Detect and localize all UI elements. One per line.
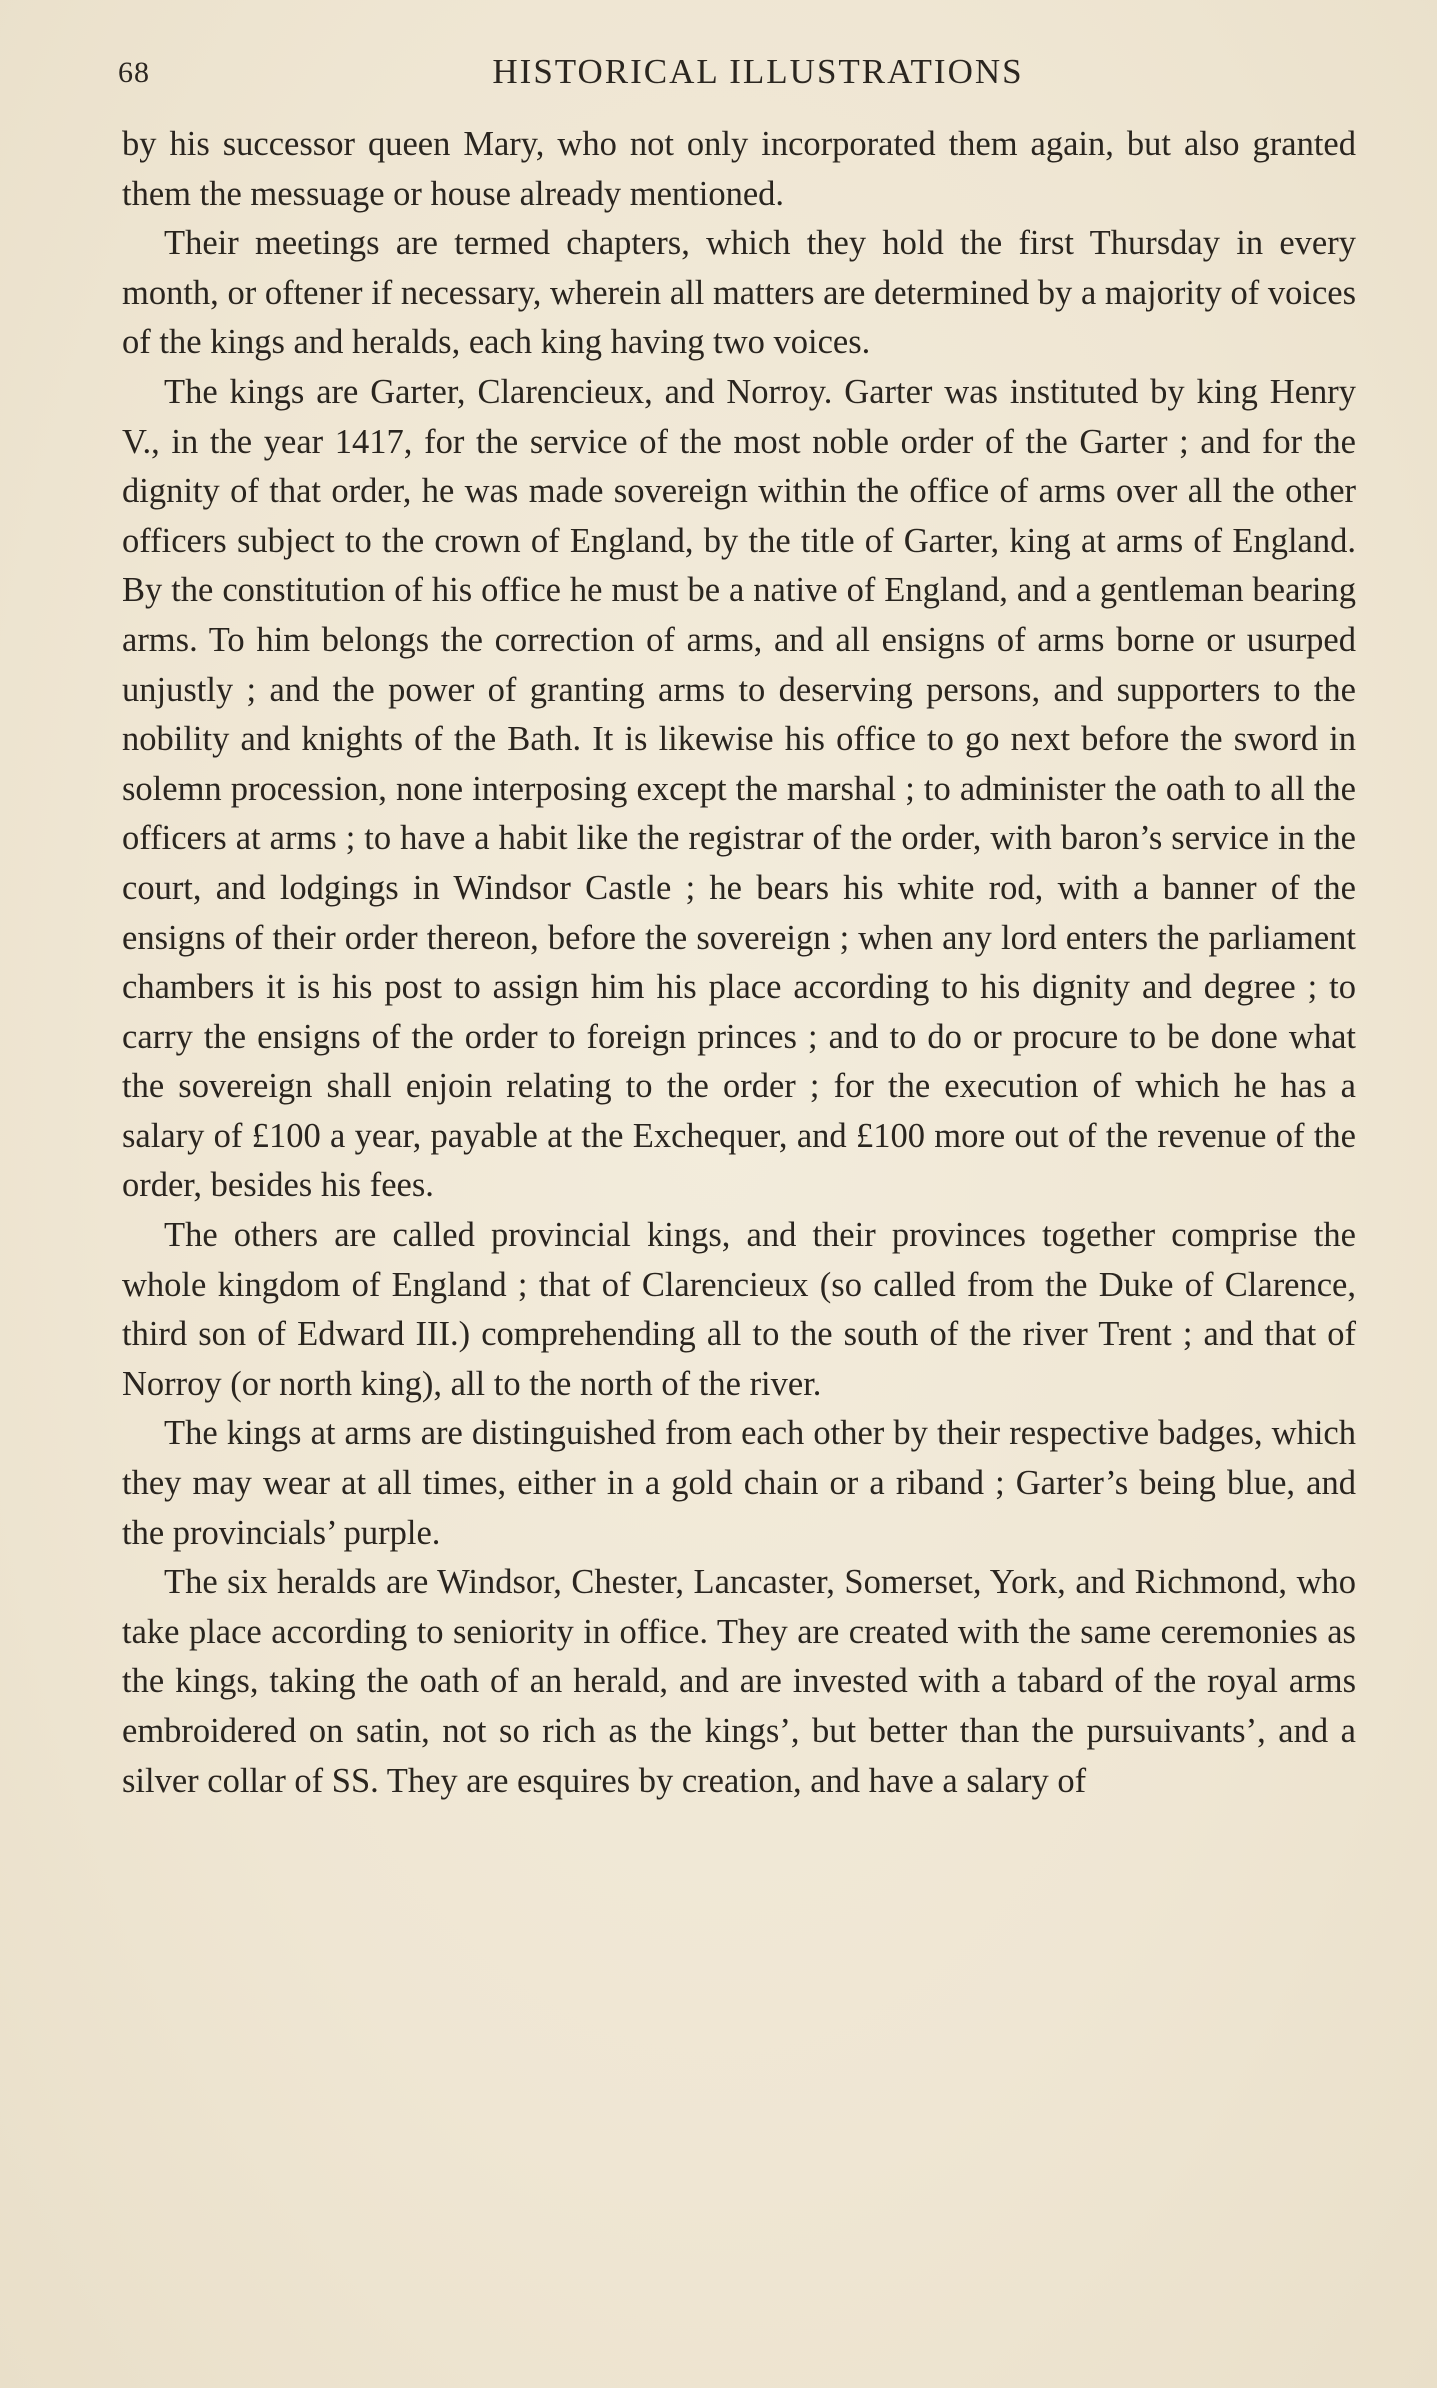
paragraph-garter: The kings are Garter, Clarencieux, and Norroy. Garter was instituted by king Henry V., in the year 1417, for the service of the most noble order of the Garter ; and for the dignity of that order, he was made sovereign within the office of arms over all the other officers subject to the crown of England, by the title of Garter, king at arms of England. By the constitution of his office he must be a native of England, and a gentleman bearing arms. To him belongs the correction of arms, and all ensigns of arms borne or usurped unjustly ; and the power of granting arms to deserving persons, and supporters to the nobility and knights of the Bath. It is likewise his office to go next before the sword in solemn procession, none interposing except the marshal ; to administer the oath to all the officers at arms ; to have a habit like the registrar of the order, with baron’s service in the court, and lodgings in Windsor Castle ; he bears his white rod, with a banner of the ensigns of their order thereon, before the sovereign ; when any lord enters the parliament chambers it is his post to assign him his place according to his dignity and degree ; to carry the ensigns of the order to foreign princes ; and to do or procure to be done what the sovereign shall enjoin relating to the order ; for the execution of which he has a salary of £100 a year, payable at the Exchequer, and £100 more out of the revenue of the order, besides his fees. (122, 372, 1356, 1205)
paragraph-heralds: The six heralds are Windsor, Chester, Lancaster, Somerset, York, and Richmond, who take place according to seniority in office. They are created with the same ceremonies as the kings, taking the oath of an herald, and are invested with a tabard of the royal arms embroidered on satin, not so rich as the kings’, but better than the pursuivants’, and a silver collar of SS. They are esquires by creation, and have a salary of (122, 1563, 1356, 1800)
running-head: HISTORICAL ILLUSTRATIONS (492, 52, 1024, 91)
paragraph-continuation: by his successor queen Mary, who not only incorporated them again, but also granted them the messuage or house already mentioned. (122, 125, 1356, 213)
page-number: 68 (118, 56, 150, 89)
body-text (122, 120, 1356, 1806)
paragraph-chapters: Their meetings are termed chapters, which they hold the first Thursday in every month, or oftener if necessary, wherein all matters are determined by a majority of voices of the kings and heralds, each king having two voices. (122, 224, 1356, 362)
paragraph-provincial-kings: The others are called provincial kings, and their provinces together comprise the whole kingdom of England ; that of Clarencieux (so called from the Duke of Clarence, third son of Edward III.) comprehending all to the south of the river Trent ; and that of Norroy (or north king), all to the north of the river. (122, 1216, 1356, 1403)
page-header (118, 52, 1358, 102)
paragraph-badges: The kings at arms are distinguished from each other by their respective badges, which they may wear at all times, either in a gold chain or a riband ; Garter’s being blue, and the provincials’ purple. (122, 1414, 1356, 1552)
